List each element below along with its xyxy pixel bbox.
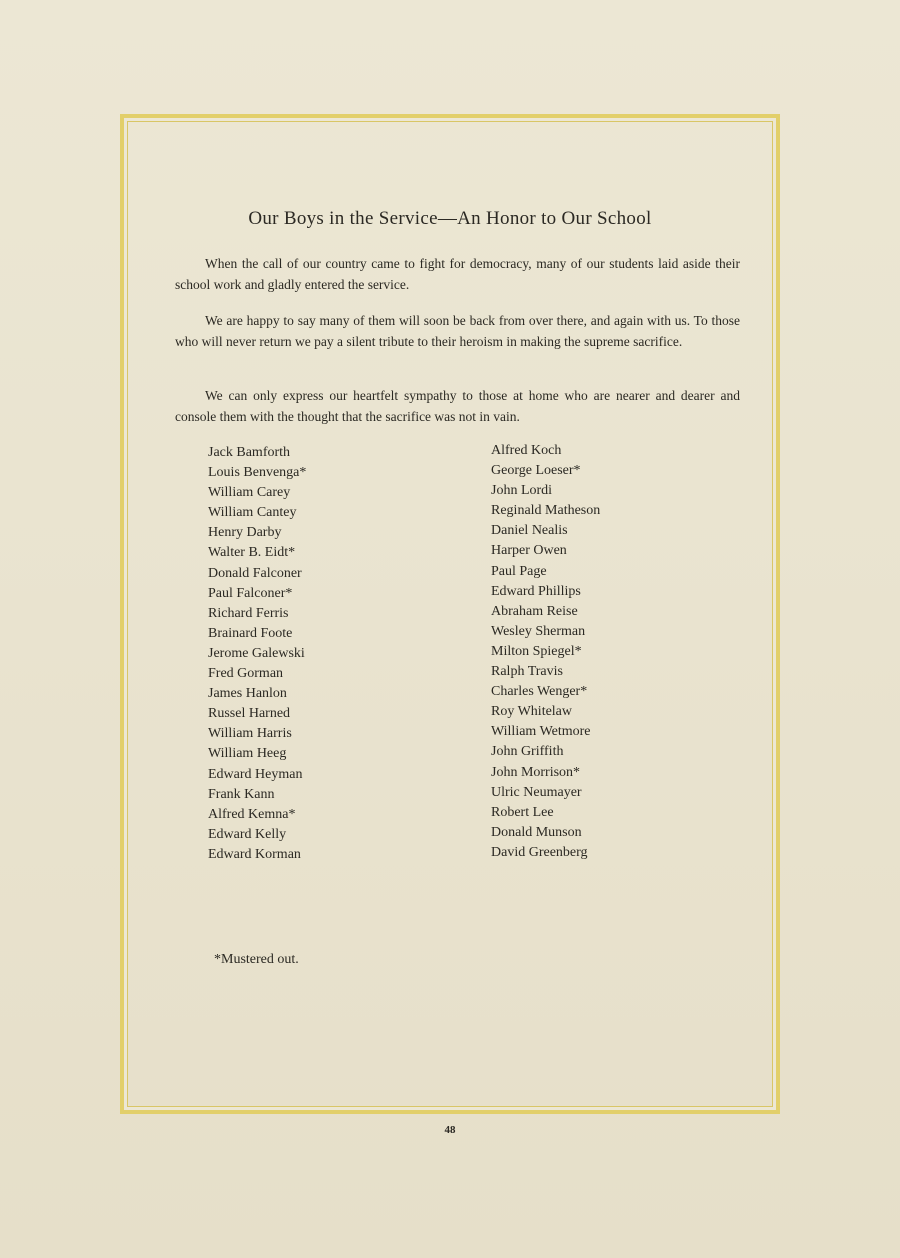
sympathy-paragraph: We can only express our heartfelt sympathy to those at home who are nearer and dearer and console them with the thought that the sacrifice was not in vain. — [175, 388, 740, 424]
intro-paragraph: When the call of our country came to fight for democracy, many of our students laid aside their school work and gladly entered the service. — [175, 256, 740, 292]
list-item: Ulric Neumayer — [491, 784, 582, 800]
list-item: John Lordi — [491, 483, 553, 499]
list-item: Paul Falconer* — [208, 585, 293, 601]
list-item: John Griffith — [491, 744, 564, 760]
list-item: William Cantey — [208, 505, 297, 521]
list-item: Fred Gorman — [208, 666, 284, 682]
list-item: Daniel Nealis — [491, 523, 568, 539]
list-item: James Hanlon — [208, 686, 287, 702]
names-list-right — [491, 441, 600, 863]
list-item: Louis Benvenga* — [208, 465, 307, 481]
list-item: Russel Harned — [208, 706, 291, 722]
list-item: Alfred Koch — [491, 443, 562, 458]
tribute-paragraph: We are happy to say many of them will soon be back from over there, and again with us. To those who will never return we pay a silent tribute to their heroism in making the supreme sacrifice. — [175, 313, 740, 349]
footnote: *Mustered out. — [214, 952, 299, 967]
list-item: Donald Munson — [491, 824, 582, 840]
list-item: Roy Whitelaw — [491, 704, 573, 720]
list-item: Henry Darby — [208, 525, 282, 541]
list-item: Edward Korman — [208, 846, 301, 862]
list-item: Edward Phillips — [491, 583, 581, 599]
list-item: William Carey — [208, 485, 291, 501]
list-item: Walter B. Eidt* — [208, 545, 296, 561]
list-item: Paul Page — [491, 563, 547, 579]
names-list-left — [208, 443, 306, 865]
list-item: William Harris — [208, 726, 292, 742]
list-item: Edward Heyman — [208, 766, 303, 782]
list-item: Edward Kelly — [208, 826, 287, 842]
list-item: John Morrison* — [491, 764, 581, 780]
list-item: Abraham Reise — [491, 603, 578, 619]
list-item: Harper Owen — [491, 543, 567, 559]
page-number: 48 — [444, 1124, 456, 1136]
list-item: Charles Wenger* — [491, 684, 588, 700]
list-item: George Loeser* — [491, 463, 581, 479]
list-item: Jack Bamforth — [208, 445, 291, 460]
list-item: David Greenberg — [491, 844, 588, 860]
list-item: William Heeg — [208, 746, 287, 762]
list-item: Ralph Travis — [491, 664, 563, 680]
list-item: Jerome Galewski — [208, 645, 305, 661]
list-item: Donald Falconer — [208, 565, 302, 581]
list-item: Reginald Matheson — [491, 503, 601, 519]
list-item: Robert Lee — [491, 804, 554, 820]
list-item: Wesley Sherman — [491, 623, 586, 639]
list-item: William Wetmore — [491, 724, 591, 740]
list-item: Brainard Foote — [208, 625, 293, 641]
list-item: Frank Kann — [208, 786, 275, 802]
list-item: Milton Spiegel* — [491, 643, 582, 659]
page-title: Our Boys in the Service—An Honor to Our School — [248, 208, 652, 229]
list-item: Alfred Kemna* — [208, 806, 296, 822]
list-item: Richard Ferris — [208, 605, 289, 621]
